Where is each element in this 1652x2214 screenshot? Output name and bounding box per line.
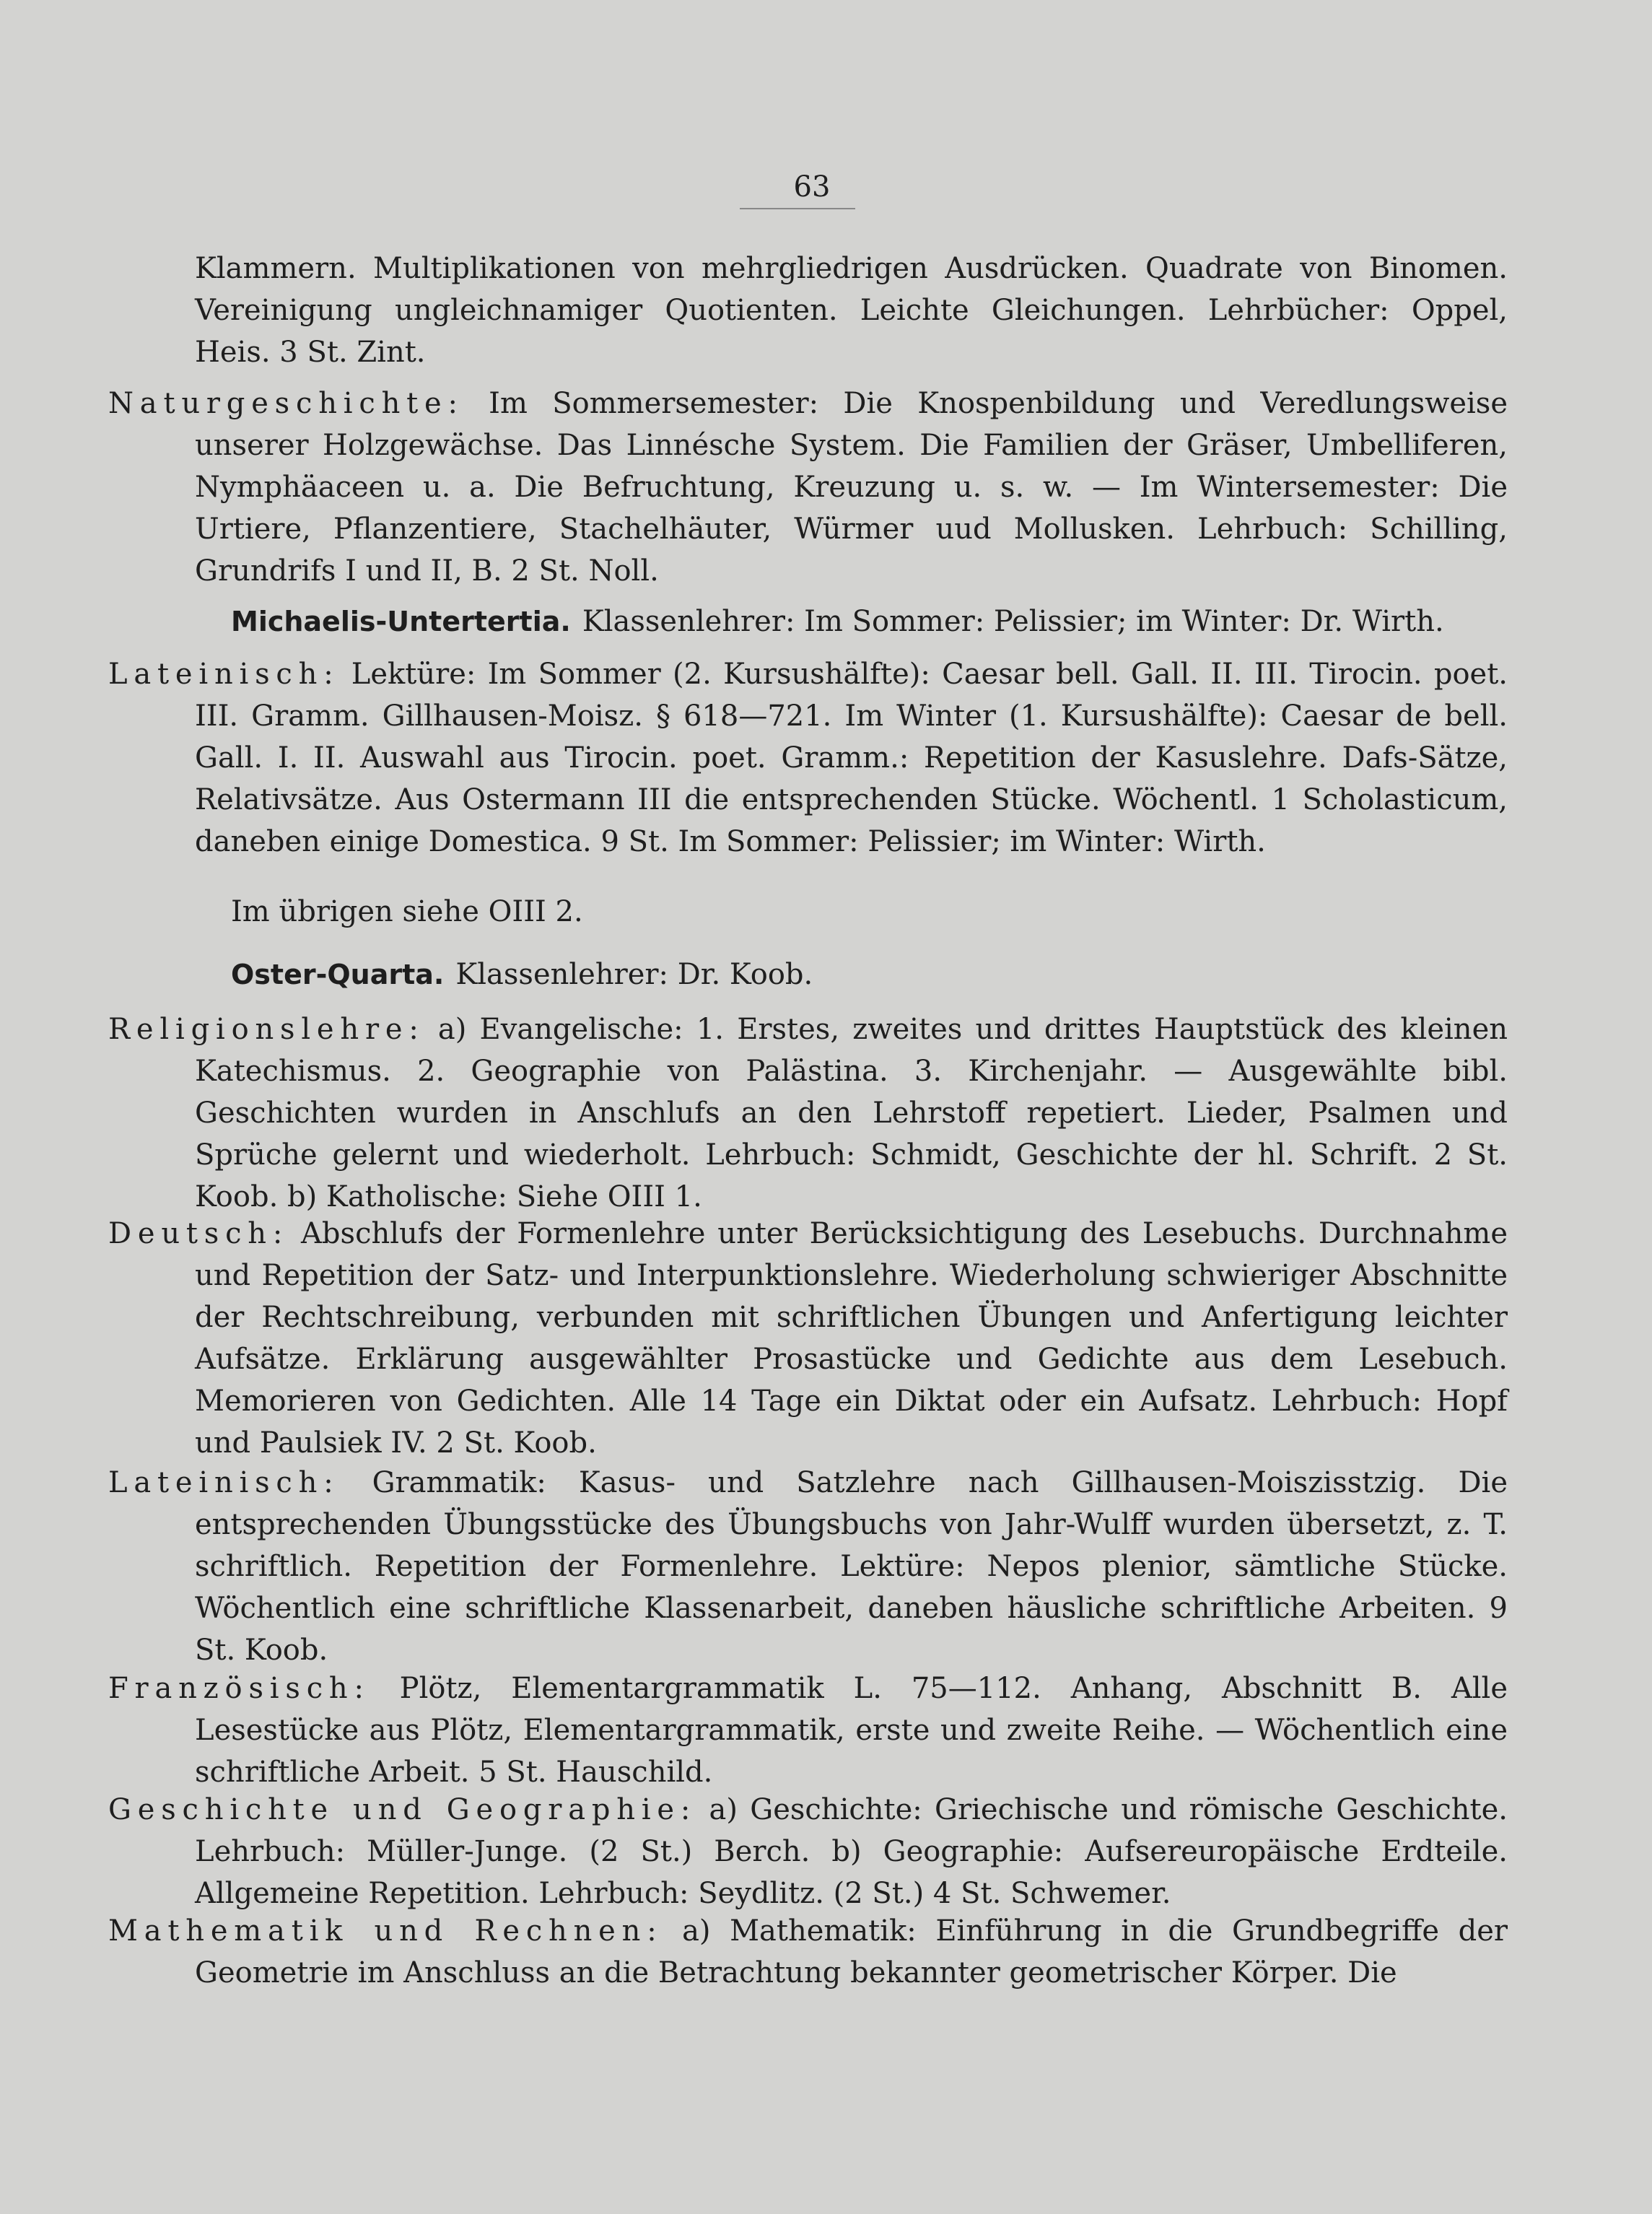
algebra-continuation: Klammern. Multiplikationen von mehrgliedrigen Ausdrücken. Quadrate von Binomen. Vereinigung ungleichnamiger Quotienten. Leichte Gleichungen. Lehrbücher: Oppel, Heis. 3 St. Zint. (195, 252, 1508, 369)
religion-label: Religionslehre: (108, 1013, 425, 1046)
latein-ut-label: Lateinisch: (108, 658, 340, 691)
latein-quarta-section (108, 1462, 1508, 1671)
franzoesisch-section (108, 1668, 1508, 1793)
latein-untertertia-section (108, 653, 1508, 863)
untertertia-rest-note: Im übrigen siehe OIII 2. (231, 895, 583, 928)
latein-ut-text: Lektüre: Im Sommer (2. Kursushälfte): Caesar bell. Gall. II. III. Tirocin. poet. III. Gramm. Gillhausen-Moisz. § 618—721. Im Winter (1. Kursushälfte): Caesar de bell. Gall. I. II. Auswahl aus Tirocin. poet. Gramm.: Repetition der Kasuslehre. Dafs-Sätze, Relativsätze. Aus Ostermann III die entsprechenden Stücke. Wöchentl. 1 Scholasticum, daneben einige Domestica. 9 St. Im Sommer: Pelissier; im Winter: Wirth. (195, 658, 1508, 858)
deutsch-text: Abschlufs der Formenlehre unter Berücksichtigung des Lesebuchs. Durchnahme und Repetition der Satz- und Interpunktionslehre. Wiederholung schwieriger Abschnitte der Rechtschreibung, verbunden mit schriftlichen Übungen und Anfertigung leichter Aufsätze. Erklärung ausgewählter Prosastücke und Gedichte aus dem Lesebuch. Memorieren von Gedichten. Alle 14 Tage ein Diktat oder ein Aufsatz. Lehrbuch: Hopf und Paulsiek IV. 2 St. Koob. (195, 1217, 1508, 1460)
religion-section (108, 1008, 1508, 1218)
latein-q-label: Lateinisch: (108, 1466, 340, 1499)
quarta-teacher: Klassenlehrer: Dr. Koob. (455, 958, 813, 991)
deutsch-section (108, 1213, 1508, 1464)
deutsch-label: Deutsch: (108, 1217, 289, 1250)
untertertia-title: Michaelis-Untertertia. (231, 606, 571, 637)
gesch-text: a) Geschichte: Griechische und römische Geschichte. Lehrbuch: Müller-Junge. (2 St.) Berch. b) Geographie: Aufsereuropäische Erdteile. Allgemeine Repetition. Lehrbuch: Seydlitz. (2 St.) 4 St. Schwemer. (195, 1793, 1508, 1910)
gesch-label: Geschichte und Geographie: (108, 1793, 697, 1826)
mathematik-section (108, 1910, 1508, 1994)
page-number-rule (740, 208, 855, 209)
quarta-title: Oster-Quarta. (231, 959, 445, 990)
franz-text: Plötz, Elementargrammatik L. 75—112. Anhang, Abschnitt B. Alle Lesestücke aus Plötz, Elementargrammatik, erste und zweite Reihe. — Wöchentlich eine schriftliche Arbeit. 5 St. Hauschild. (195, 1672, 1508, 1789)
geschichte-section (108, 1789, 1508, 1914)
naturgeschichte-section (108, 383, 1508, 592)
latein-q-text: Grammatik: Kasus- und Satzlehre nach Gillhausen-Moiszisstzig. Die entsprechenden Übungsstücke des Übungsbuchs von Jahr-Wulff wurden übersetzt, z. T. schriftlich. Repetition der Formenlehre. Lektüre: Nepos plenior, sämtliche Stücke. Wöchentlich eine schriftliche Klassenarbeit, daneben häusliche schriftliche Arbeiten. 9 St. Koob. (195, 1466, 1508, 1667)
untertertia-heading (231, 605, 1444, 638)
naturgeschichte-text: Im Sommersemester: Die Knospenbildung und Veredlungsweise unserer Holzgewächse. Das Linnésche System. Die Familien der Gräser, Umbelliferen, Nymphäaceen u. a. Die Befruchtung, Kreuzung u. s. w. — Im Wintersemester: Die Urtiere, Pflanzentiere, Stachelhäuter, Würmer uud Mollusken. Lehrbuch: Schilling, Grundrifs I und II, B. 2 St. Noll. (195, 387, 1508, 588)
untertertia-teacher: Klassenlehrer: Im Sommer: Pelissier; im Winter: Dr. Wirth. (582, 605, 1444, 638)
franz-label: Französisch: (108, 1672, 370, 1705)
religion-text: a) Evangelische: 1. Erstes, zweites und drittes Hauptstück des kleinen Katechismus. 2. Geographie von Palästina. 3. Kirchenjahr. — Ausgewählte bibl. Geschichten wurden in Anschlufs an den Lehrstoff repetiert. Lieder, Psalmen und Sprüche gelernt und wiederholt. Lehrbuch: Schmidt, Geschichte der hl. Schrift. 2 St. Koob. b) Katholische: Siehe OIII 1. (195, 1013, 1508, 1213)
naturgeschichte-label: Naturgeschichte: (108, 387, 464, 420)
math-label: Mathematik und Rechnen: (108, 1914, 663, 1948)
quarta-heading (231, 958, 813, 991)
page-number: 63 (793, 170, 831, 204)
math-text: a) Mathematik: Einführung in die Grundbegriffe der Geometrie im Anschluss an die Betrachtung bekannter geometrischer Körper. Die (195, 1914, 1508, 1989)
